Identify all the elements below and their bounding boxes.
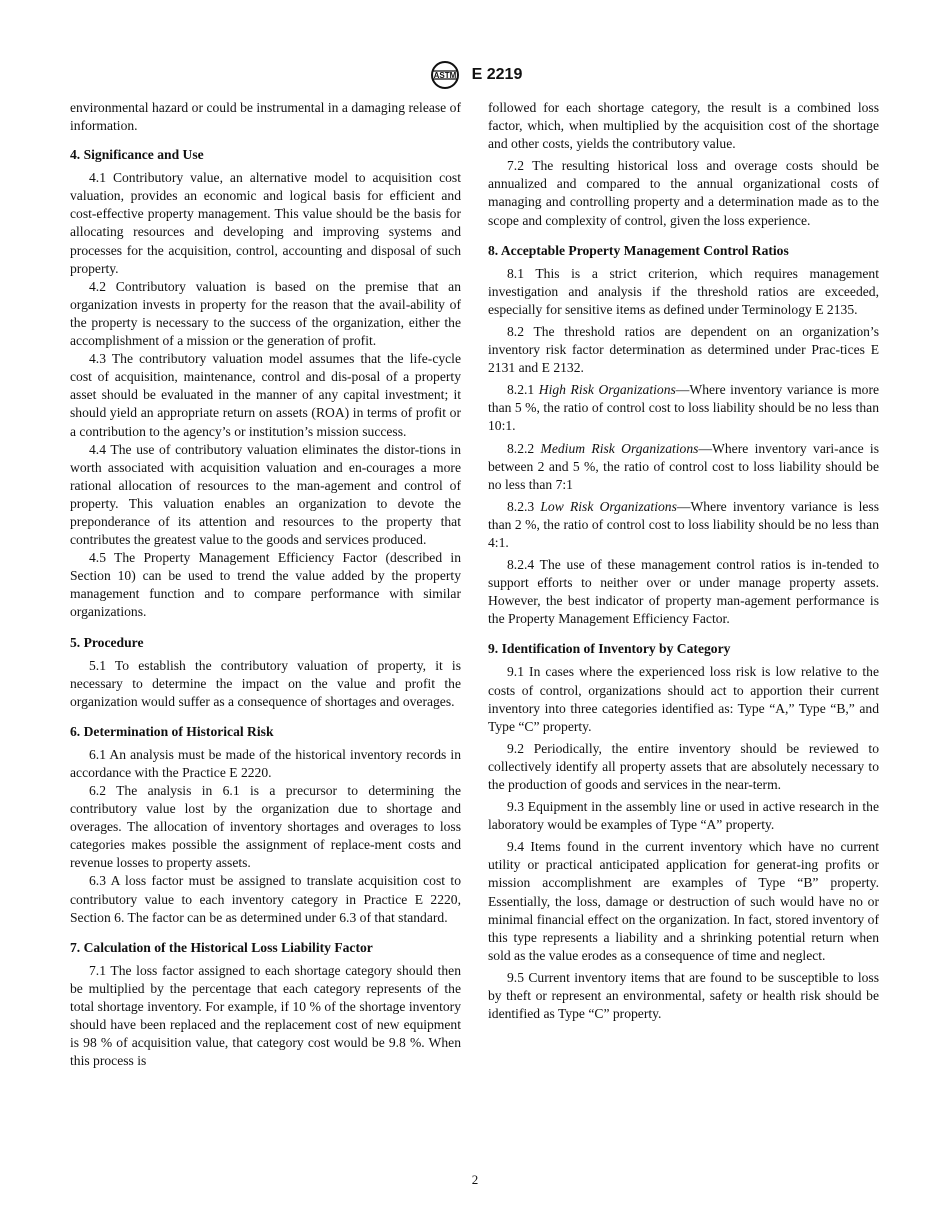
page-header	[0, 60, 950, 90]
paragraph-8-2-3	[488, 498, 879, 552]
paragraph-4-4: 4.4 The use of contributory valuation eliminates the distor-tions in worth associated with acquisition valuation and en-courages a more rational allocation of resources to the man-agement and control of property. This valuation enables an organization to devote the preponderance of its attention and resources to the property that contributes the greatest value to the goods and services produced.	[70, 441, 461, 548]
paragraph-9-5: 9.5 Current inventory items that are found to be susceptible to loss by theft or represent an environmental, safety or health risk should be identified as Type “C” property.	[488, 969, 879, 1022]
paragraph-9-4: 9.4 Items found in the current inventory which have no current utility or practical anticipated application for generat-ing profits or mission accomplishment are examples of Type “B” property. Essentially, the loss, damage or destruction of such would have no or minimal financial effect on the organization. In fact, stored inventory of this type represents a liability and a shrinking potential return when sold as the value erodes as a consequence of time and neglect.	[488, 839, 879, 963]
paragraph-4-5: 4.5 The Property Management Efficiency Factor (described in Section 10) can be used to trend the value added by the property management function and to compare performance with similar organizations.	[70, 550, 461, 620]
section-heading-8: 8. Acceptable Property Management Control Ratios	[488, 242, 789, 258]
paragraph-6-3: 6.3 A loss factor must be assigned to translate acquisition cost to contributory value to each inventory category in Practice E 2220, Section 6. The factor can be as determined under 6.3 of that standard.	[70, 873, 461, 925]
paragraph-9-3: 9.3 Equipment in the assembly line or used in active research in the laboratory would be examples of Type “A” property.	[488, 799, 879, 833]
paragraph-4-2: 4.2 Contributory valuation is based on the premise that an organization invests in property for the reason that the avail-ability of the property is necessary to the success of the organization, either the accomplishment of a mission or the generation of profit.	[70, 278, 461, 349]
paragraph-9-2: 9.2 Periodically, the entire inventory should be reviewed to collectively identify all property assets that are absolutely necessary to the production of goods and services in the near-term.	[488, 740, 879, 792]
section-heading-5: 5. Procedure	[70, 634, 144, 650]
standard-designation: E 2219	[471, 66, 523, 83]
paragraph-continuation: followed for each shortage category, the result is a combined loss factor, which, when multiplied by the acquisition cost of the shortage and other costs, yields the contributory value.	[488, 100, 879, 152]
section-heading-9: 9. Identification of Inventory by Category	[488, 641, 731, 657]
paragraph-continuation: environmental hazard or could be instrumental in a damaging release of information.	[70, 100, 461, 134]
right-column	[488, 99, 879, 1023]
paragraph-9-1: 9.1 In cases where the experienced loss risk is low relative to the costs of control, organizations should act to apportion their current inventory into three categories identified as: Type “A,” Type “B,” and Type “C” property.	[488, 664, 879, 734]
paragraph-8-1: 8.1 This is a strict criterion, which requires management investigation and analysis if the threshold ratios are exceeded, especially for sensitive items as defined under Terminology E 2135.	[488, 265, 879, 317]
paragraph-7-1: 7.1 The loss factor assigned to each shortage category should then be multiplied by the percentage that each category represents of the total shortage inventory. For example, if 10 % of the shortage inventory should have been replaced and the replacement cost of new equipment is 98 % of acquisition value, that category cost would be 9.8 %. When this process is	[70, 962, 461, 1069]
paragraph-8-2-1	[488, 381, 879, 435]
paragraph-8-2: 8.2 The threshold ratios are dependent on an organization’s inventory risk factor determination as determined under Prac-tices E 2131 and E 2132.	[488, 323, 879, 376]
paragraph-7-2: 7.2 The resulting historical loss and overage costs should be annualized and compared to the annual organizational costs of managing and controlling property and a determination made as to the scope and complexity of control, given the loss experience.	[488, 158, 879, 228]
clause-term: High Risk Organizations	[538, 382, 676, 398]
section-heading-6: 6. Determination of Historical Risk	[70, 723, 274, 739]
paragraph-8-2-2	[488, 440, 879, 494]
page-number: 2	[471, 1172, 479, 1187]
clause-text: —Where inventory vari-ance is between 2 and 5 %, the ratio of control cost to loss liability should be no less than 7:1	[488, 440, 879, 492]
left-column	[70, 99, 461, 1070]
paragraph-5-1: 5.1 To establish the contributory valuation of property, it is necessary to determine the impact on the value and profit the organization would suffer as a consequence of shortages and overages.	[70, 657, 461, 709]
paragraph-6-2: 6.2 The analysis in 6.1 is a precursor to determining the contributory value lost by the organization due to shortage and overages. The allocation of inventory shortages and overages to loss categories makes possible the assignment of replace-ment costs and revenue losses to property assets.	[70, 783, 461, 871]
section-heading-4: 4. Significance and Use	[70, 147, 204, 163]
clause-term: Medium Risk Organizations	[540, 440, 699, 456]
clause-term: Low Risk Organizations	[540, 498, 677, 514]
clause-text: —Where inventory variance is more than 5 %, the ratio of control cost to loss liability should be no less than 10:1.	[488, 382, 880, 434]
clause-text: —Where inventory variance is less than 2 %, the ratio of control cost to loss liability should be no less than 4:1.	[488, 498, 880, 550]
clause-number: 8.2.3	[507, 498, 535, 514]
logo-lettering: ASTM	[433, 71, 456, 80]
paragraph-4-3: 4.3 The contributory valuation model assumes that the life-cycle cost of acquisition, maintenance, control and dis-posal of a property asset should be evaluated in the manner of any capital investment; it should yield an appropriate return on assets (ROA) in terms of profit or a contribution to the agency’s or institution’s mission success.	[70, 351, 461, 439]
astm-logo-icon	[428, 60, 462, 90]
paragraph-4-1: 4.1 Contributory value, an alternative model to acquisition cost valuation, provides an economic and logical basis for efficient and cost-effective property management. This value should be the basis for allocating resources and developing and improving systems and processes for the acquisition, control, accounting and disposal of such property.	[70, 170, 461, 276]
clause-number: 8.2.1	[507, 382, 535, 398]
section-heading-7: 7. Calculation of the Historical Loss Liability Factor	[70, 939, 373, 955]
paragraph-6-1: 6.1 An analysis must be made of the historical inventory records in accordance with the Practice E 2220.	[70, 746, 461, 780]
clause-number: 8.2.2	[507, 440, 535, 456]
paragraph-8-2-4: 8.2.4 The use of these management control ratios is in-tended to support efforts to neither over or under manage property assets. However, the best indicator of property man-agement performance is the Property Management Efficiency Factor.	[488, 557, 879, 627]
